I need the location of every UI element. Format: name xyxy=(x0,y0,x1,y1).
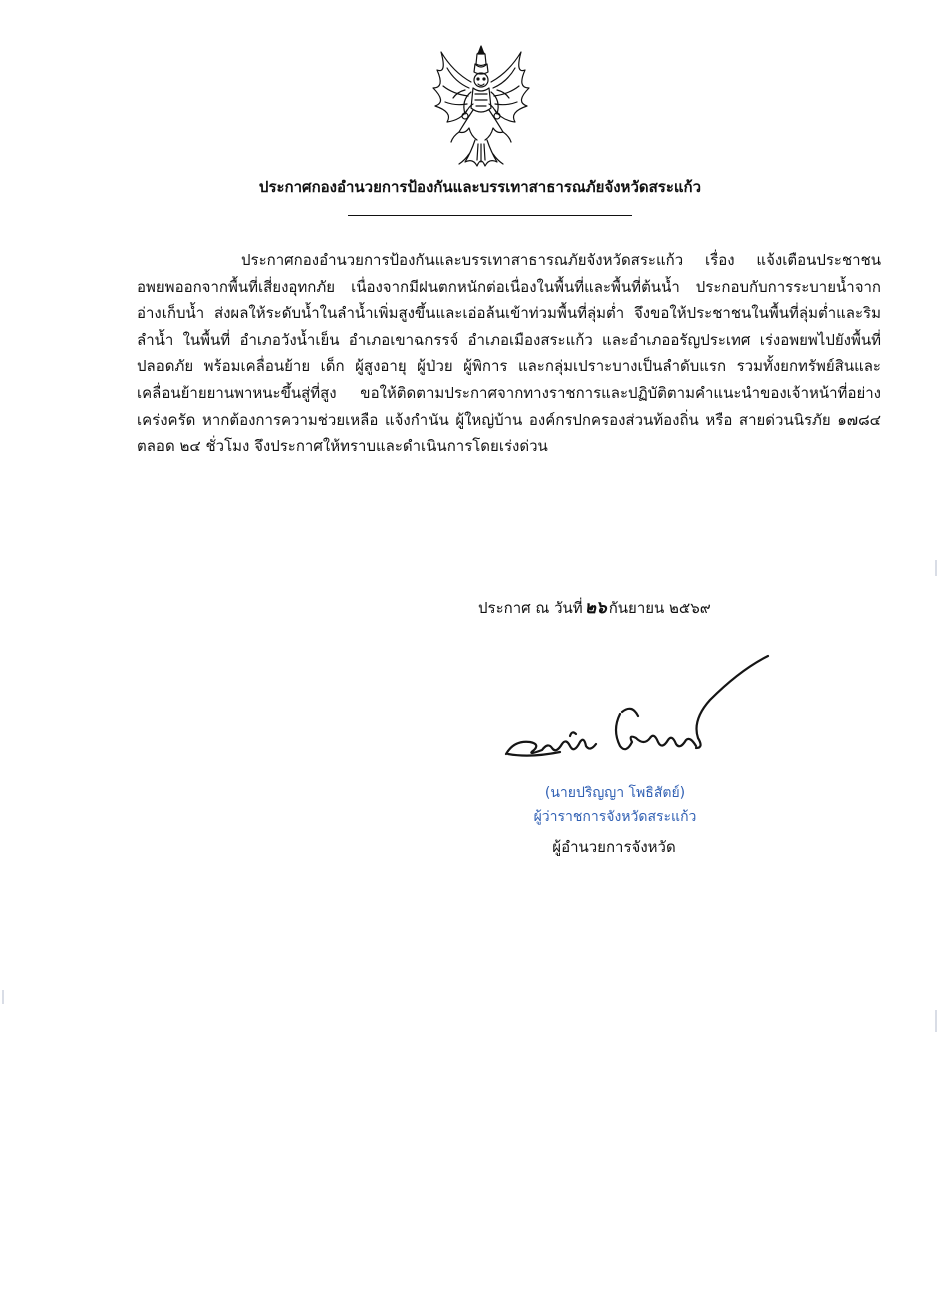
date-day-handwritten: ๒๖ xyxy=(584,598,607,618)
garuda-emblem-icon xyxy=(425,44,537,170)
announcement-body: ประกาศกองอำนวยการป้องกันและบรรเทาสาธารณภัยจังหวัดสระแก้ว เรื่อง แจ้งเตือนประชาชนอพยพออกจากพื้นที่เสี่ยงอุทกภัย เนื่องจากมีฝนตกหนักต่อเนื่องในพื้นที่และพื้นที่ต้นน้ำ ประกอบกับการระบายน้ำจากอ่างเก็บน้ำ ส่งผลให้ระดับน้ำในลำน้ำเพิ่มสูงขึ้นและเอ่อล้นเข้าท่วมพื้นที่ลุ่มต่ำ จึงขอให้ประชาชนในพื้นที่ลุ่มต่ำและริมลำน้ำ ในพื้นที่ อำเภอวังน้ำเย็น อำเภอเขาฉกรรจ์ อำเภอเมืองสระแก้ว และอำเภออรัญประเทศ เร่งอพยพไปยังพื้นที่ปลอดภัย พร้อมเคลื่อนย้าย เด็ก ผู้สูงอายุ ผู้ป่วย ผู้พิการ และกลุ่มเปราะบางเป็นลำดับแรก รวมทั้งยกทรัพย์สินและเคลื่อนย้ายยานพาหนะขึ้นสู่ที่สูง ขอให้ติดตามประกาศจากทางราชการและปฏิบัติตามคำแนะนำของเจ้าหน้าที่อย่างเคร่งครัด หากต้องการความช่วยเหลือ แจ้งกำนัน ผู้ใหญ่บ้าน องค์กรปกครองส่วนท้องถิ่น หรือ สายด่วนนิรภัย ๑๗๘๔ ตลอด ๒๔ ชั่วโมง จึงประกาศให้ทราบและดำเนินการโดยเร่งด่วน xyxy=(137,251,881,456)
title-underline xyxy=(348,215,632,216)
announcement-title: ประกาศกองอำนวยการป้องกันและบรรเทาสาธารณภัยจังหวัดสระแก้ว xyxy=(258,178,702,196)
scan-edge-mark xyxy=(935,560,937,576)
signer-role: ผู้อำนวยการจังหวัด xyxy=(552,838,676,856)
signer-position: ผู้ว่าราชการจังหวัดสระแก้ว xyxy=(533,809,697,825)
scan-edge-mark xyxy=(2,990,4,1004)
signer-name: (นายปริญญา โพธิสัตย์) xyxy=(544,785,686,801)
announcement-date xyxy=(478,597,711,619)
date-prefix: ประกาศ ณ วันที่ xyxy=(478,599,583,617)
scan-edge-mark xyxy=(935,1010,937,1032)
date-month-year: กันยายน ๒๕๖๙ xyxy=(608,599,711,617)
handwritten-signature-icon xyxy=(500,650,780,765)
